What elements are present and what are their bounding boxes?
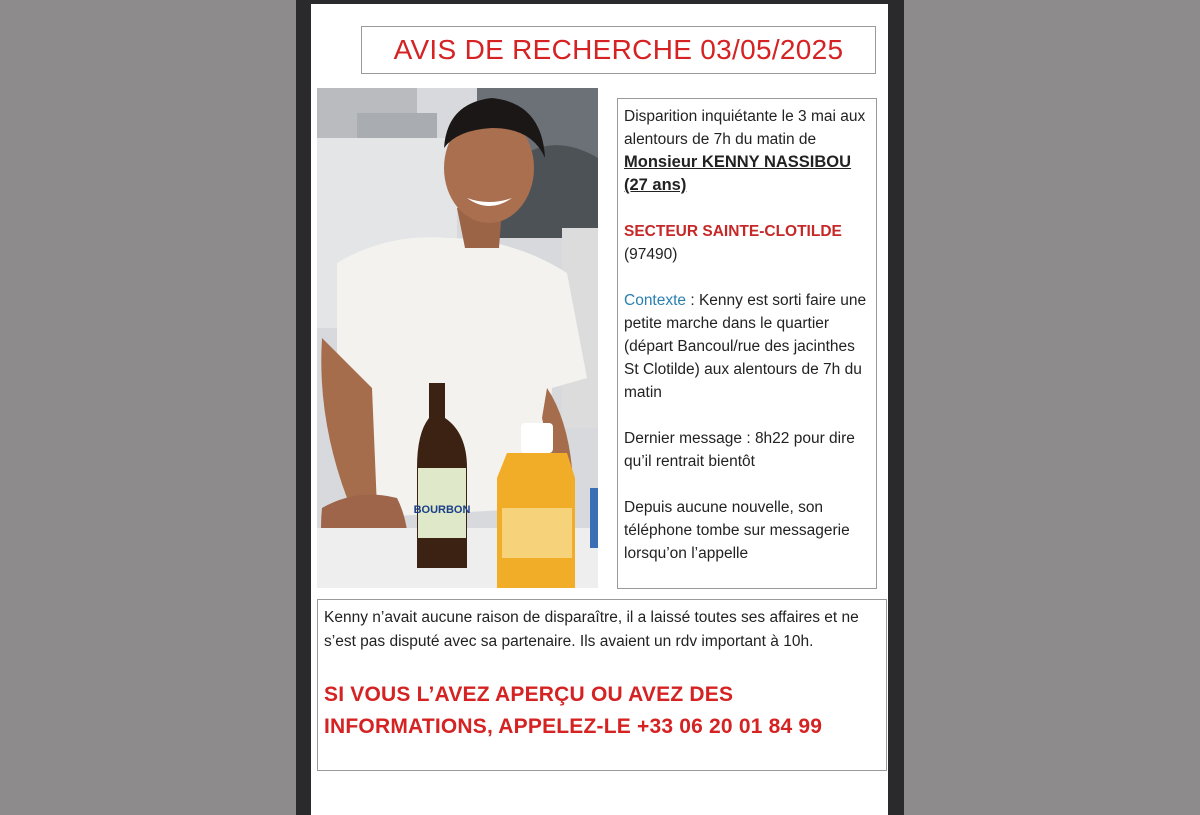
no-news-paragraph	[624, 496, 870, 565]
bottom-paragraph: Kenny n’avait aucune raison de disparaître, il a laissé toutes ses affaires et ne s’est pas disputé avec sa partenaire. Ils avaient un rdv important à 10h.	[324, 609, 859, 650]
info-box	[617, 98, 877, 589]
poster-title: AVIS DE RECHERCHE 03/05/2025	[393, 34, 844, 65]
title-box	[361, 26, 876, 74]
sector-paragraph	[624, 220, 870, 266]
photo-illustration	[317, 88, 598, 588]
missing-person-photo	[317, 88, 598, 588]
sector-text: SECTEUR SAINTE-CLOTILDE	[624, 223, 842, 240]
context-label: Contexte	[624, 292, 687, 309]
last-message-paragraph	[624, 427, 870, 473]
context-paragraph	[624, 289, 870, 404]
bottom-box	[317, 599, 887, 771]
no-news-text: Depuis aucune nouvelle, son téléphone tombe sur messagerie lorsqu’on l’appelle	[624, 499, 850, 562]
context-text: : Kenny est sorti faire une petite marche dans le quartier (départ Bancoul/rue des jacinthes St Clotilde) aux alentours de 7h du matin	[624, 292, 867, 401]
intro-paragraph	[624, 105, 870, 197]
intro-text: Disparition inquiétante le 3 mai aux alentours de 7h du matin de	[624, 108, 866, 148]
call-to-action: SI VOUS L’AVEZ APERÇU OU AVEZ DES INFORMATIONS, APPELEZ-LE +33 06 20 01 84 99	[324, 683, 823, 738]
last-message-text: Dernier message : 8h22 pour dire qu’il rentrait bientôt	[624, 430, 855, 470]
postcode-text: (97490)	[624, 246, 678, 263]
person-name: Monsieur KENNY NASSIBOU (27 ans)	[624, 153, 852, 194]
bottle-label: BOURBON	[413, 504, 471, 516]
